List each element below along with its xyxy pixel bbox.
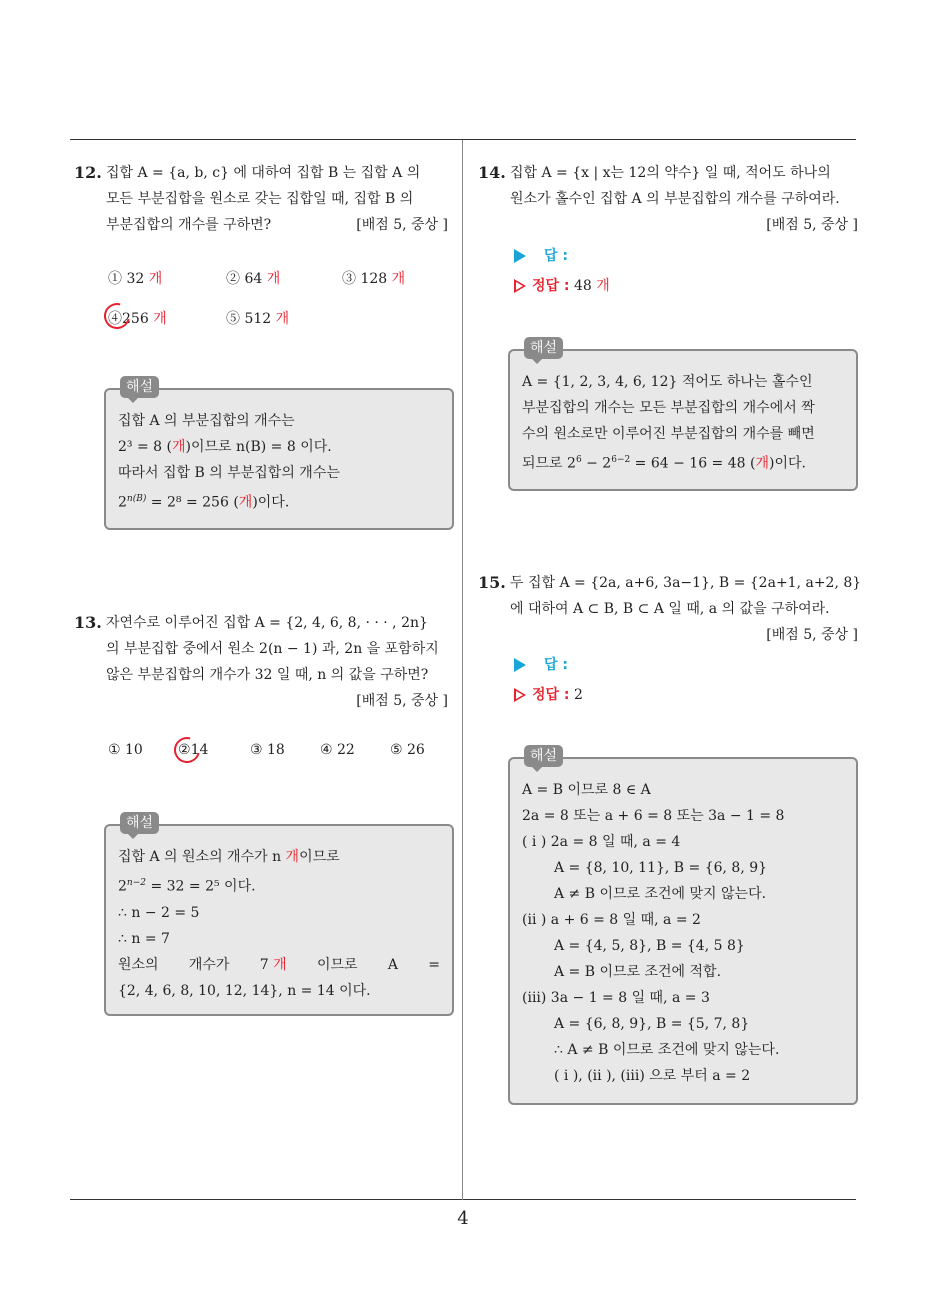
option-text: ③ 128 xyxy=(342,271,388,287)
question-15 xyxy=(478,570,862,648)
unit: 개 xyxy=(285,849,300,865)
solution-text: = 2⁸ = 256 ( xyxy=(146,494,239,511)
bottom-rule xyxy=(70,1199,856,1200)
score-label: [배점 5, 중상 ] xyxy=(766,627,858,643)
solution-line xyxy=(118,844,440,870)
question-number: 13. xyxy=(74,613,102,632)
solution-text: = xyxy=(428,956,440,973)
solution-line xyxy=(522,447,844,477)
question-line: 원소가 홀수인 집합 A 의 부분집합의 개수를 구하여라. xyxy=(510,191,840,207)
option-text: ④ xyxy=(108,311,122,327)
solution-text: 집합 A 의 원소의 개수가 n xyxy=(118,849,286,865)
question-number: 14. xyxy=(478,163,506,182)
play-arrow-icon xyxy=(514,249,526,263)
play-arrow-icon xyxy=(514,658,526,672)
unit: 개 xyxy=(596,278,610,294)
option-2[interactable] xyxy=(226,268,280,288)
solution-tag: 해설 xyxy=(120,812,159,834)
solution-text: 2³ = 8 ( xyxy=(118,439,172,455)
solution-line: ∴ A ≠ B 이므로 조건에 맞지 않는다. xyxy=(554,1042,780,1058)
question-line: 의 부분집합 중에서 원소 2(n − 1) 과, 2n 을 포함하지 xyxy=(106,641,439,657)
option-value: 14 xyxy=(190,742,209,758)
answer-label: 답 : xyxy=(544,657,568,673)
solution-line: 부분집합의 개수는 모든 부분집합의 개수에서 짝 xyxy=(522,400,815,416)
solution-line: A = {8, 10, 11}, B = {6, 8, 9} xyxy=(554,860,768,876)
option-3[interactable]: ③ 18 xyxy=(250,742,285,758)
question-line-text: 부분집합의 개수를 구하면? xyxy=(106,217,272,233)
solution-text: 이므로 xyxy=(316,956,358,973)
solution-text: )이다. xyxy=(769,455,806,472)
solution-line: ( i ) 2a = 8 일 때, a = 4 xyxy=(522,834,681,850)
solution-line xyxy=(118,952,440,978)
option-text: ① 32 xyxy=(108,271,145,287)
superscript: n−2 xyxy=(126,878,146,888)
unit: 개 xyxy=(148,271,163,287)
option-text: ② 64 xyxy=(226,271,263,287)
solution-line: (ii ) a + 6 = 8 일 때, a = 2 xyxy=(522,912,701,928)
solution-text xyxy=(260,952,287,978)
solution-text: 2 xyxy=(118,494,127,511)
option-4[interactable] xyxy=(108,308,167,328)
solution-line: A = {6, 8, 9}, B = {5, 7, 8} xyxy=(554,1016,750,1032)
q15-answer xyxy=(514,652,583,708)
option-2[interactable] xyxy=(178,742,208,758)
superscript: 6−2 xyxy=(611,455,631,465)
solution-text: 되므로 2 xyxy=(522,455,576,472)
correct-label: 정답 : xyxy=(532,687,570,703)
score-label: [배점 5, 중상 ] xyxy=(766,217,858,233)
q12-solution-box xyxy=(104,379,454,530)
question-line xyxy=(106,212,454,238)
score-label: [배점 5, 중상 ] xyxy=(356,217,448,233)
question-line: 집합 A = {a, b, c} 에 대하여 집합 B 는 집합 A 의 xyxy=(106,165,421,181)
correct-answer-row xyxy=(514,682,583,708)
solution-text: 2 xyxy=(118,878,127,895)
solution-text: )이다. xyxy=(252,494,290,511)
correct-value: 48 xyxy=(573,278,592,294)
option-text: ⑤ 512 xyxy=(226,311,272,327)
answer-circle-mark xyxy=(99,298,135,334)
option-4[interactable]: ④ 22 xyxy=(320,742,355,758)
question-line: 모든 부분집합을 원소로 갖는 집합일 때, 집합 B 의 xyxy=(106,191,414,207)
unit: 개 xyxy=(755,455,769,472)
option-text: ② xyxy=(178,742,191,758)
question-line: 자연수로 이루어진 집합 A = {2, 4, 6, 8, · · · , 2n} xyxy=(106,615,428,631)
question-13 xyxy=(74,610,454,714)
solution-line xyxy=(118,870,440,900)
top-rule xyxy=(70,139,856,140)
solution-line xyxy=(118,486,440,516)
outline-arrow-icon xyxy=(514,279,526,293)
unit: 개 xyxy=(153,311,167,327)
unit: 개 xyxy=(275,311,290,327)
solution-line: ∴ n − 2 = 5 xyxy=(118,904,200,921)
solution-text: A xyxy=(387,956,398,973)
question-line: 두 집합 A = {2a, a+6, 3a−1}, B = {2a+1, a+2, 8} xyxy=(510,575,862,591)
solution-tag: 해설 xyxy=(524,745,563,767)
question-number: 15. xyxy=(478,573,506,592)
solution-tag: 해설 xyxy=(120,376,159,398)
question-line: 에 대하여 A ⊂ B, B ⊂ A 일 때, a 의 값을 구하여라. xyxy=(510,601,830,617)
unit: 개 xyxy=(238,494,253,511)
option-3[interactable] xyxy=(342,268,405,288)
question-line: 않은 부분집합의 개수가 32 일 때, n 의 값을 구하면? xyxy=(106,667,429,683)
solution-line: ( i ), (ii ), (iii) 으로 부터 a = 2 xyxy=(554,1068,751,1084)
solution-text: 7 xyxy=(259,956,269,973)
option-1[interactable] xyxy=(108,268,162,288)
score-label: [배점 5, 중상 ] xyxy=(356,693,448,709)
q14-solution-box xyxy=(508,340,858,491)
solution-text: 이므로 xyxy=(299,849,340,865)
solution-line: ∴ n = 7 xyxy=(118,930,170,947)
answer-circle-mark xyxy=(169,732,205,768)
answer-label: 답 : xyxy=(544,248,568,264)
option-1[interactable]: ① 10 xyxy=(108,742,143,758)
unit: 개 xyxy=(391,271,406,287)
q15-solution-box xyxy=(508,748,858,1105)
option-value: 256 xyxy=(122,311,149,327)
column-divider xyxy=(462,140,463,1200)
answer-row[interactable] xyxy=(514,243,610,269)
question-14 xyxy=(478,160,858,238)
question-12 xyxy=(74,160,454,238)
unit: 개 xyxy=(273,956,287,973)
unit: 개 xyxy=(266,271,281,287)
solution-text: )이므로 n(B) = 8 이다. xyxy=(185,439,332,455)
solution-line: {2, 4, 6, 8, 10, 12, 14}, n = 14 이다. xyxy=(118,982,371,999)
unit: 개 xyxy=(171,439,186,455)
solution-line: A = B 이므로 8 ∈ A xyxy=(522,782,651,798)
solution-text: 개수가 xyxy=(188,956,230,973)
page-number: 4 xyxy=(457,1208,469,1229)
solution-line: (iii) 3a − 1 = 8 일 때, a = 3 xyxy=(522,990,710,1006)
solution-tag: 해설 xyxy=(524,337,563,359)
superscript: 6 xyxy=(575,455,582,465)
solution-line: 따라서 집합 B 의 부분집합의 개수는 xyxy=(118,465,340,481)
correct-answer-row xyxy=(514,273,610,299)
solution-line: A ≠ B 이므로 조건에 맞지 않는다. xyxy=(554,886,767,902)
solution-line xyxy=(118,434,440,460)
solution-text: = 64 − 16 = 48 ( xyxy=(630,455,756,472)
solution-text: = 32 = 2⁵ 이다. xyxy=(146,878,256,895)
question-number: 12. xyxy=(74,163,102,182)
correct-label: 정답 : xyxy=(532,278,570,294)
option-5[interactable]: ⑤ 26 xyxy=(390,742,425,758)
question-line: 집합 A = {x | x는 12의 약수} 일 때, 적어도 하나의 xyxy=(510,165,831,181)
option-5[interactable] xyxy=(226,308,289,328)
answer-row[interactable] xyxy=(514,652,583,678)
solution-text: − 2 xyxy=(581,455,612,472)
solution-text: 원소의 xyxy=(118,956,159,973)
outline-arrow-icon xyxy=(514,688,526,702)
solution-line: 2a = 8 또는 a + 6 = 8 또는 3a − 1 = 8 xyxy=(522,808,785,824)
solution-line: 집합 A 의 부분집합의 개수는 xyxy=(118,413,295,429)
superscript: n(B) xyxy=(126,494,147,504)
solution-line: A = {1, 2, 3, 4, 6, 12} 적어도 하나는 홀수인 xyxy=(522,374,813,390)
correct-value: 2 xyxy=(573,687,583,703)
solution-line: A = {4, 5, 8}, B = {4, 5 8} xyxy=(554,938,745,954)
solution-line: A = B 이므로 조건에 적합. xyxy=(554,964,722,980)
solution-line: 수의 원소로만 이루어진 부분집합의 개수를 빼면 xyxy=(522,426,815,442)
q14-answer xyxy=(514,243,610,299)
q13-solution-box xyxy=(104,815,454,1016)
